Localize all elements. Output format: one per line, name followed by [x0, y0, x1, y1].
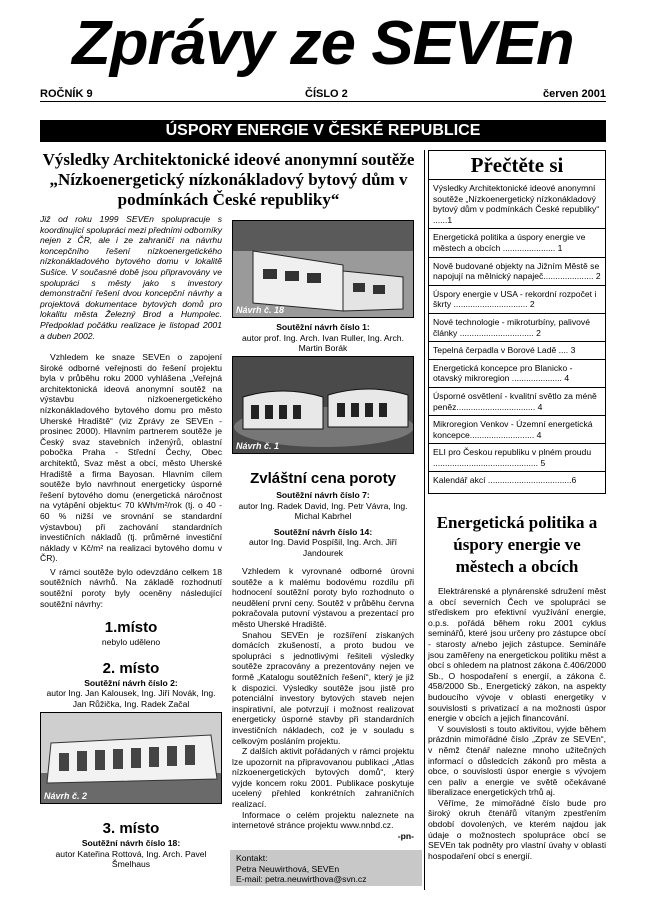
article-intro: Již od roku 1999 SEVEn spolupracuje s koordinující spolupráci mezi předními odborníky nejen z ČR, ale i ze zahraničí na návrhu koncepčního řešení nízkoenergetického nízkonákladového bytového domu v lokalitě Sušice. V současné době jsou připravovány ve spolupráci s městy jako s investory demonstrační řešení dvou koncepční návrhy a projektová dokumentace bytových domů pro lokalitu města Železný Brod a Humpolec. Předpoklad počátku realizace je listopad 2001 a duben 2002. [40, 214, 222, 341]
toc-item[interactable]: Nové technologie - mikroturbíny, palivové články ............................... 2 [429, 313, 605, 341]
paragraph: Vzhledem k vyrovnané odborné úrovni soutěže a k malému bodovému rozdílu při hodnocení soutěžní poroty bylo rozhodnuto o neudělení první ceny. Soutěž v průběhu června pokračovala putovní výstavou a prezentací pro město Uherské Hradiště. [232, 566, 414, 629]
masthead: Zprávy ze SEVEn [72, 9, 574, 78]
second-prize-authors: autor Ing. Jan Kalousek, Ing. Jiří Novák, Ing. Jan Růžička, Ing. Radek Začal [46, 688, 216, 710]
special-prize-title: Zvláštní cena poroty [250, 470, 396, 487]
paragraph: Elektrárenské a plynárenské sdružení měst a obcí severních Čech ve spolupráci se střediskem pro efektivní využívání energie, o.p.s. pořádá během roku 2001 cyklus seminářů, které jsou určeny pro zástupce obcí - starosty a/nebo jejich zástupce. Semináře jsou zaměřeny na energetickou politiku měst a obcí s ohledem na platnost zákona č.406/2000 Sb., O hospodaření s energií, a zákona č. 458/2000 Sb., Energetický zákon, na aspekty budoucího vývoje v oblasti energetiky v souvislosti s privatizací a na možnosti úspor energie v obcích a jejich financování. [428, 586, 606, 724]
contact-email[interactable]: E-mail: petra.neuwirthova@svn.cz [236, 874, 367, 885]
toc-item[interactable]: ELI pro Českou republiku v plném proudu ............................................ 5 [429, 443, 605, 471]
header-rule [40, 101, 606, 102]
third-prize-design: Soutěžní návrh číslo 18: [81, 838, 181, 848]
issue-number: ČÍSLO 2 [305, 88, 348, 100]
toc-item[interactable]: Tepelná čerpadla v Borové Ladě .... 3 [429, 341, 605, 359]
article-column-1 [40, 352, 222, 710]
third-prize-title: 3. místo [102, 820, 160, 837]
second-prize-title: 2. místo [102, 659, 160, 677]
caption-design-1 [232, 322, 414, 354]
toc-item[interactable]: Úspory energie v USA - rekordní rozpočet i škrty ............................... 2 [429, 285, 605, 313]
building-illustration [233, 221, 414, 318]
design-14-authors: autor Ing. David Pospíšil, Ing. Arch. Jiří Jandourek [248, 537, 398, 558]
section-banner: ÚSPORY ENERGIE V ČESKÉ REPUBLICE [40, 120, 606, 142]
contact-name: Petra Neuwirthová, SEVEn [236, 863, 340, 874]
caption-authors: autor prof. Ing. Arch. Ivan Ruller, Ing. Arch. Martin Borák [242, 332, 404, 354]
photo-label: Návrh č. 2 [44, 791, 88, 801]
right-article-body [428, 586, 606, 861]
design-photo-1 [232, 356, 414, 454]
design-photo-18 [232, 220, 414, 318]
article-column-2 [232, 566, 414, 841]
special-prize-designs [232, 490, 414, 559]
second-prize-design: Soutěžní návrh číslo 2: [84, 677, 178, 688]
design-7-title: Soutěžní návrh číslo 7: [276, 490, 370, 500]
signature: -pn- [397, 830, 414, 841]
contact-label: Kontakt: [236, 853, 268, 863]
design-7-authors: autor Ing. Radek David, Ing. Petr Vávra, Ing. Michal Kabrhel [238, 500, 408, 522]
column-divider [424, 150, 425, 890]
toc-item[interactable]: Výsledky Architektonické ideové anonymní soutěže „Nízkoenergetický nízkonákladový bytový dům v podmínkách České republiky“ ......1 [429, 179, 605, 228]
first-prize-note: nebylo uděleno [101, 637, 161, 648]
contact-box [230, 850, 422, 886]
first-prize-title: 1.místo [104, 619, 158, 637]
issue-volume: ROČNÍK 9 [40, 88, 93, 100]
toc-item[interactable]: Kalendář akcí ...................................6 [429, 471, 605, 489]
toc-item[interactable]: Úsporné osvětlení - kvalitní světlo za méně peněz................................. 4 [429, 387, 605, 415]
toc-item[interactable]: Nově budované objekty na Jižním Městě se napojují na mělnický napaječ..................... 2 [429, 257, 605, 285]
photo-label: Návrh č. 18 [236, 305, 285, 315]
caption-title: Soutěžní návrh číslo 1: [276, 322, 370, 332]
article-title: Výsledky Architektonické ideové anonymní soutěže „Nízkoenergetický nízkonákladový bytový dům v podmínkách České republiky“ [42, 150, 415, 209]
design-photo-2 [40, 712, 222, 804]
paragraph: V souvislosti s touto aktivitou, vyjde během prázdnin mimořádné číslo „Zpráv ze SEVEn“, v němž čtenář nalezne mnoho užitečných informací o důsledcích zákonů pro města a obce, o souvislosti úspor energie s vývojem cen paliv a energie ve světě očekávané liberalizace energetických trhů aj. [428, 723, 606, 798]
design-14-title: Soutěžní návrh číslo 14: [273, 526, 373, 537]
paragraph: Věříme, že mimořádné číslo bude pro široký okruh čtenářů vítaným zpestřením období dovolených, ve kterém najdou jak údaje o možnostech spolupráce obcí se SEVEn tak podněty pro vlastní úvahy v oblasti hospodaření obcí s energií. [428, 797, 606, 861]
table-of-contents [428, 150, 606, 494]
building-illustration [233, 357, 414, 454]
third-prize [40, 820, 222, 870]
toc-title: Přečtěte si [470, 153, 564, 177]
paragraph: V rámci soutěže bylo odevzdáno celkem 18 soutěžních návrhů. Na základě rozhodnutí soutěžní poroty byly oceněny následující soutěžní návrhy: [40, 566, 222, 609]
paragraph: Z dalších aktivit pořádaných v rámci projektu lze upozornit na připravovanou publikaci „Atlas nízkoenergetických bytových domů“, který vyjde koncem roku 2001. Publikace poskytuje ucelený přehled konkrétních zahraničních realizací. [232, 746, 414, 810]
toc-item[interactable]: Energetická politika a úspory energie ve městech a obcích ...................... 1 [429, 228, 605, 256]
paragraph: Snahou SEVEn je rozšíření získaných domácích zkušeností, a proto budou ve spolupráci s jednotlivými řešiteli výsledky soutěže zpracovány a prezentovány nejen ve formě „Katalogu soutěžních řešení“, který je již k dispozici. Výsledky soutěže jsou jistě pro potenciální investory bytových staveb nejen inspirativní, ale potvrzují i možnost realizovat energeticky úsporné stavby při standardních investičních nákladech, což je v souladu s celkovým posláním projektu. [232, 629, 414, 746]
right-article-title: Energetická politika a úspory energie ve městech a obcích [436, 513, 598, 576]
paragraph: Informace o celém projektu naleznete na internetové stránce projektu www.nnbd.cz. [232, 809, 414, 831]
photo-label: Návrh č. 1 [236, 441, 280, 451]
third-prize-authors: autor Kateřina Rottová, Ing. Arch. Pavel Šmelhaus [55, 848, 207, 870]
paragraph: Vzhledem ke snaze SEVEn o zapojení široké odborné veřejnosti do řešení projektu byla v průběhu roku 2000 vyhlášena „Veřejná architektonická ideová anonymní soutěž na výstavbu nízkoenergetického nízkonákladového bytového domu pro město Uherské Hradiště“ (viz Zprávy ze SEVEn - prosinec 2000). Hlavním partnerem soutěže je Český svaz stavebních inženýrů, oblastní pobočka Praha - Střední Čechy, Obec architektů, Svaz měst a obcí, město Uherské Hradiště a firma Bayosan. Hlavním cílem soutěže bylo navrhnout energeticky úsporné řešení bytového domu (energetická náročnost na vytápění objektu< 70 kWh/m²/rok (tj. o 40 - 60 % nižší ve srovnání se standardní výstavbou) při zachování standardních investičních nákladů (tj. průměrné investiční náklady v Kč/m² na realizaci bytového domu v ČR). [40, 352, 222, 564]
issue-date: červen 2001 [543, 88, 606, 100]
toc-item[interactable]: Mikroregion Venkov - Územní energetická koncepce........................... 4 [429, 415, 605, 443]
toc-item[interactable]: Energetická koncepce pro Blanicko - otavský mikroregion ..................... 4 [429, 359, 605, 387]
